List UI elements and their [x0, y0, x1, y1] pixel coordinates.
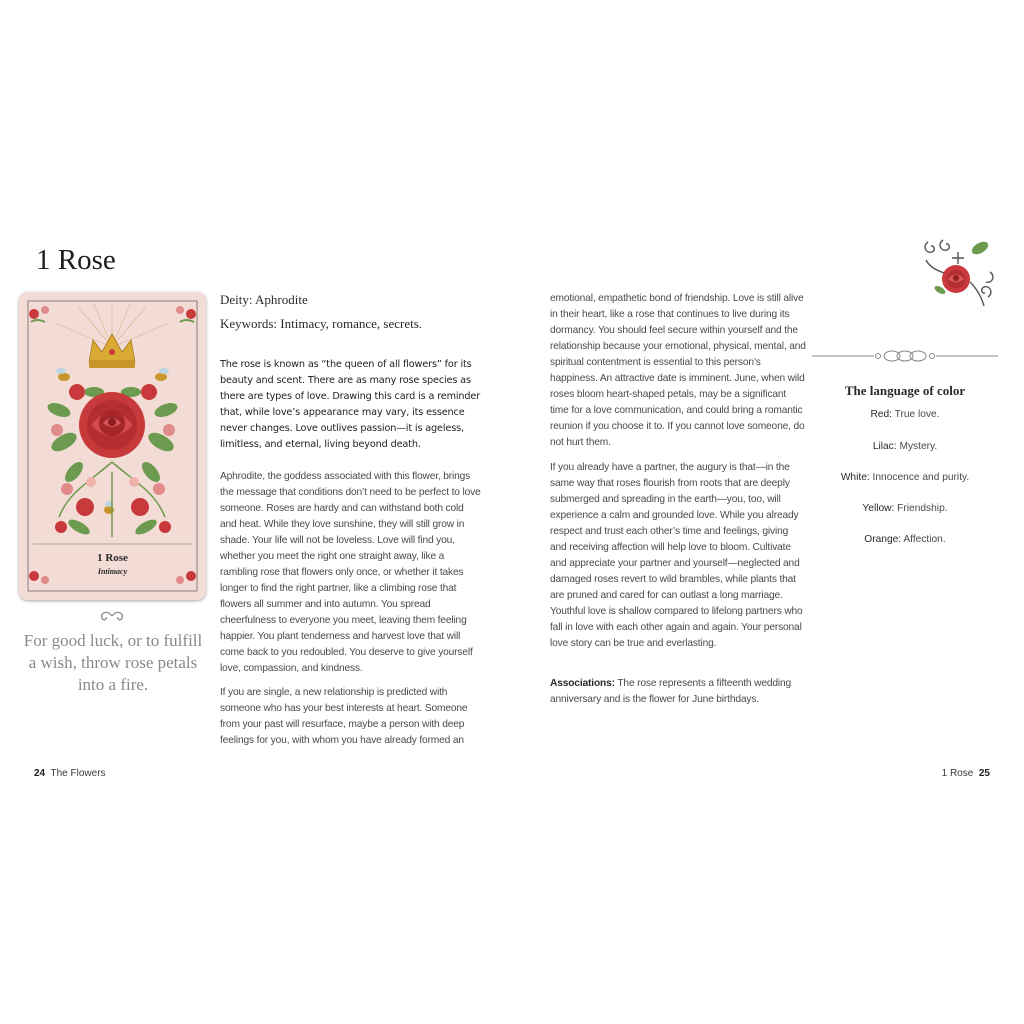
- body-paragraph: Aphrodite, the goddess associated with this flower, brings the message that conditions don’t need to be perfect to love someone. Roses are hardy and can withstand both cold and heat. While they love sunshine, they will still grow in shade. Your life will not be loveless. Love will find you, whether you meet the right one straight away, like a rambling rose that flowers only once, or whether it takes longer to find the right partner, like a climbing rose that flowers all summer and into autumn. You spread cheerfulness to everyone you meet, leaving them feeling happier. You plant tenderness and harvest love that will come back to you redoubled. You deserve to give yourself love, compassion, and kindness.: [220, 471, 481, 674]
- pull-quote: For good luck, or to fulfill a wish, throw rose petals into a fire.: [23, 631, 203, 694]
- crown-icon: [89, 334, 135, 368]
- body-paragraph: emotional, empathetic bond of friendship. Love is still alive in their heart, like a rose that continues to live during its dormancy. You should feel secure within yourself and the relationship because your emotional, physical, mental, and spiritual contentment is essential to this person’s happiness. An attractive date is imminent. June, when wild roses bloom heart-shaped petals, may be a significant time for a love communication, and could bring a romantic reunion if you choose it to. If you cannot love someone, do not hurt them.: [550, 293, 806, 448]
- central-rose-icon: [79, 392, 145, 458]
- sidebar-title: The language of color: [844, 383, 966, 398]
- card-title: 1 Rose: [97, 552, 128, 564]
- section-name: The Flowers: [50, 768, 106, 779]
- associations-label: Associations:: [550, 678, 615, 689]
- color-meaning: Innocence and purity.: [872, 472, 970, 483]
- body-paragraph: If you already have a partner, the augury is that—in the same way that roses flourish from roots that are deeply submerged and spreading in the earth—you, too, will experience a calm and grounded love. While you already respect and trust each other’s time and feelings, giving and receiving affection will help love to bloom. Cultivate and appreciate your partner and yourself—neglected and damaged roses revert to wild brambles, while plants that are pruned and cared for can outlast a long marriage. Youthful love is shallow compared to lifelong partners who fall in love with each other again and again. Your personal love story can be true and everlasting.: [550, 462, 803, 649]
- ornamental-divider: [810, 347, 1000, 365]
- color-meaning-lilac: [810, 441, 1000, 452]
- section-name: 1 Rose: [941, 768, 974, 779]
- right-page-footer: [942, 768, 990, 779]
- page-number: 24: [34, 768, 46, 779]
- color-meaning-red: [810, 409, 1000, 420]
- color-meaning: Affection.: [903, 534, 946, 545]
- color-meaning: Friendship.: [897, 503, 948, 514]
- color-label: Lilac:: [872, 441, 897, 452]
- deity-line: Deity: Aphrodite: [220, 292, 308, 307]
- left-page-footer: [34, 768, 106, 779]
- rose-flourish-icon: [918, 232, 998, 314]
- associations-text: The rose represents a fifteenth wedding anniversary and is the flower for June birthdays.: [550, 678, 792, 705]
- color-label: Orange:: [864, 534, 902, 545]
- body-paragraph: If you are single, a new relationship is predicted with someone who has your best interests at heart. Someone from your past will resurface, maybe a person with deep feelings for you, with whom you have already formed an: [220, 687, 468, 746]
- page-title: 1 Rose: [36, 244, 116, 276]
- color-meaning-yellow: [810, 503, 1000, 514]
- color-meaning: Mystery.: [899, 441, 938, 452]
- keywords-line: Keywords: Intimacy, romance, secrets.: [220, 316, 423, 331]
- swirl-ornament-icon: [92, 606, 132, 626]
- color-label: White:: [840, 472, 870, 483]
- page-number: 25: [978, 768, 990, 779]
- tarot-card-image: [19, 292, 206, 600]
- color-meaning: True love.: [894, 409, 940, 420]
- associations-paragraph: [550, 676, 806, 708]
- color-label: Yellow:: [862, 503, 895, 514]
- card-subtitle: Intimacy: [97, 567, 128, 576]
- color-label: Red:: [870, 409, 892, 420]
- color-meaning-white: [810, 472, 1000, 483]
- color-meaning-orange: [810, 534, 1000, 545]
- intro-paragraph: The rose is known as “the queen of all flowers” for its beauty and scent. There are as many rose species as there are types of love. Drawing this card is a reminder that, while love’s appearance may vary, its essence never changes. Love outlives passion—it is ageless, limitless, and eternal, living beyond death.: [220, 359, 481, 450]
